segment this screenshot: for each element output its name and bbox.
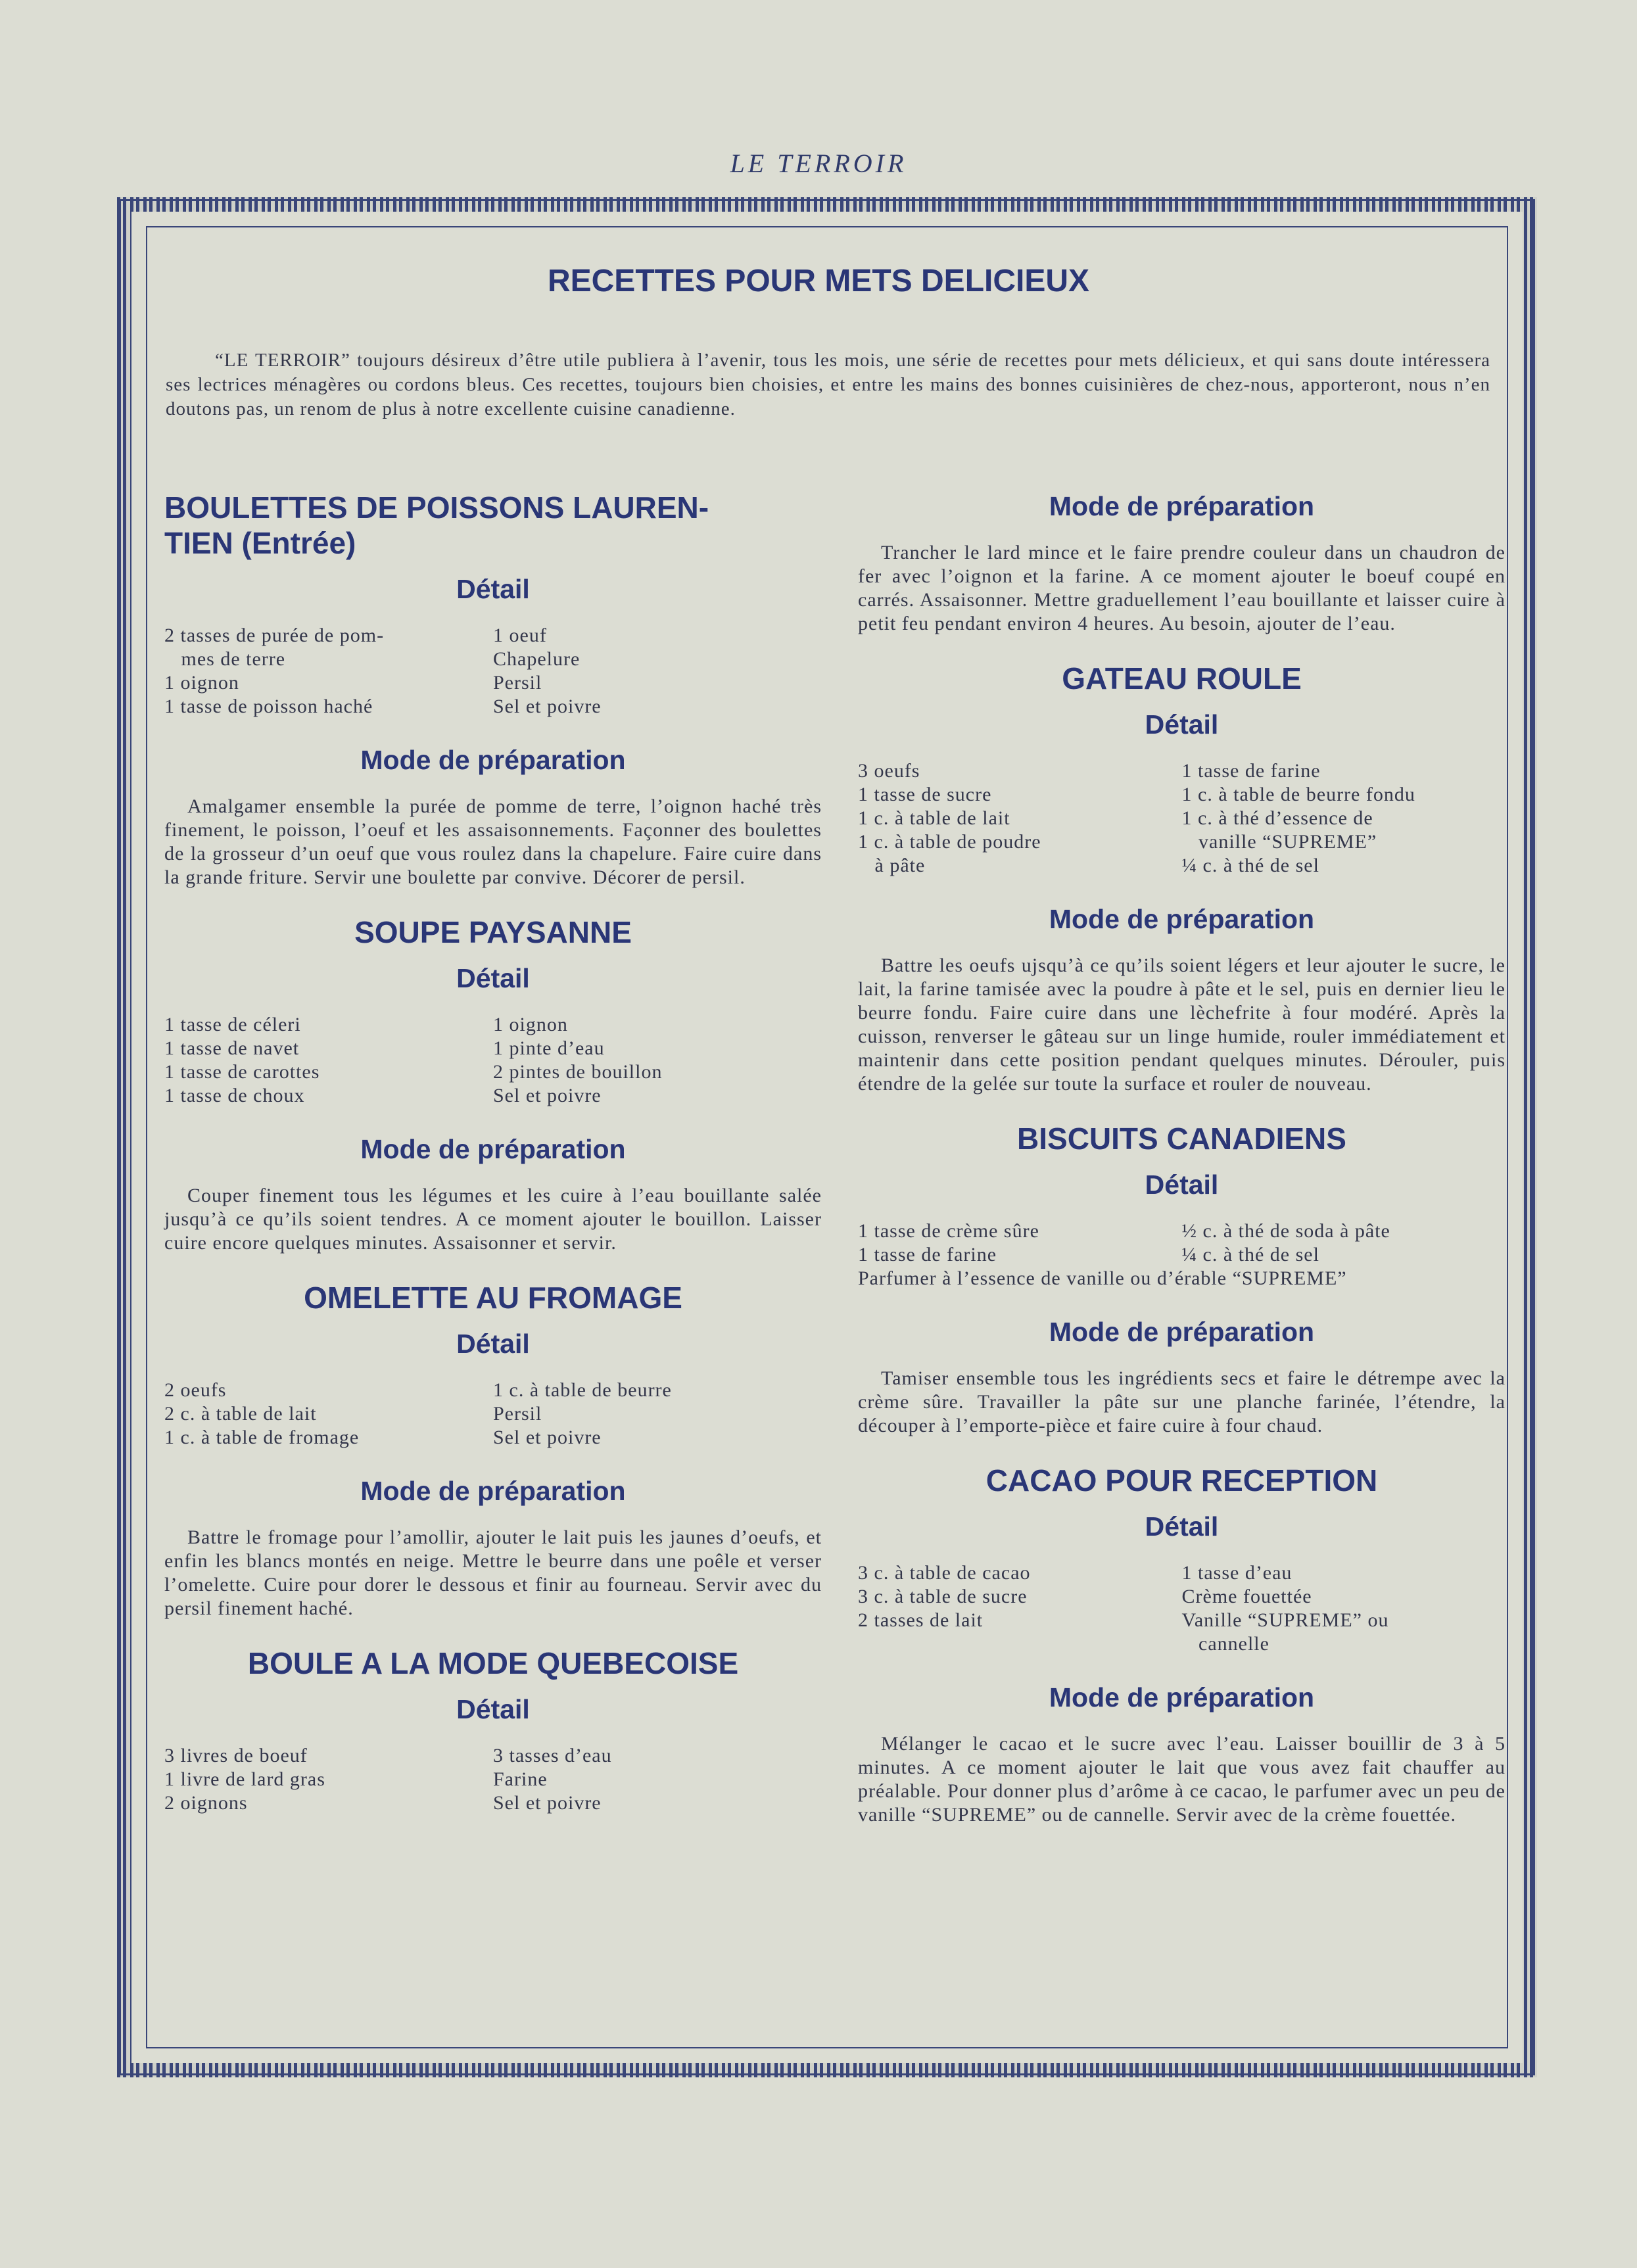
ingredient: 2 pintes de bouillon <box>493 1061 663 1083</box>
preparation-heading: Mode de préparation <box>360 745 626 775</box>
ingredient: 1 tasse de farine <box>1181 760 1321 782</box>
recipe-title: GATEAU ROULE <box>1062 661 1302 696</box>
ingredient: 1 c. à table de lait <box>858 807 1010 829</box>
preparation-heading: Mode de préparation <box>360 1134 626 1164</box>
ingredient: Persil <box>493 672 542 694</box>
recipe-title: OMELETTE AU FROMAGE <box>304 1281 682 1315</box>
recipe-omelette <box>164 1280 822 1620</box>
running-head: LE TERROIR <box>730 149 907 178</box>
ingredient: 1 pinte d’eau <box>493 1037 605 1059</box>
preparation-heading: Mode de préparation <box>1049 904 1315 934</box>
intro-paragraph: “LE TERROIR” toujours désireux d’être utile publiera à l’avenir, tous les mois, une série de recettes pour mets délicieux, et qui sans doute intéressera ses lectrices ménagères ou cordons bleus. Ces recettes, toujours bien choisies, et entre les mains des bonnes cuisinières de chez-nous, apporteront, nous n’en doutons pas, un renom de plus à notre excellente cuisine canadienne. <box>166 350 1490 419</box>
preparation-text: Amalgamer ensemble la purée de pomme de terre, l’oignon haché très finement, le poisson, l’oeuf et les assaisonnements. Façonner des boulettes de la grosseur d’un oeuf que vous roulez dans la chapelure. Faire cuire dans la grande friture. Servir une boulette par convive. Décorer de persil. <box>164 795 822 888</box>
ingredient: 1 tasse de farine <box>858 1244 997 1265</box>
ingredient: 1 tasse de navet <box>164 1037 300 1059</box>
ingredient: Sel et poivre <box>493 1792 602 1814</box>
ingredient: Crème fouettée <box>1181 1586 1312 1607</box>
ingredient: 1 tasse de carottes <box>164 1061 320 1083</box>
ingredient: Persil <box>493 1403 542 1425</box>
ingredient: 1 oignon <box>164 672 239 694</box>
ingredient-list <box>164 1744 822 1815</box>
ingredient: 1 tasse de céleri <box>164 1014 301 1035</box>
ingredient: vanille “SUPREME” <box>1181 831 1377 853</box>
detail-heading: Détail <box>456 1329 530 1359</box>
recipe-boulettes <box>164 490 822 889</box>
ingredient: 1 c. à table de fromage <box>164 1427 360 1448</box>
right-column <box>858 490 1506 1852</box>
page-title: RECETTES POUR METS DELICIEUX <box>547 264 1090 298</box>
ingredient-note: Parfumer à l’essence de vanille ou d’érable “SUPREME” <box>858 1267 1347 1289</box>
ingredient: 1 c. à table de beurre fondu <box>1181 784 1415 805</box>
ingredient-list <box>164 1379 822 1450</box>
recipe-boule-quebecoise-continued <box>858 490 1506 636</box>
ingredient: Sel et poivre <box>493 1085 602 1106</box>
detail-heading: Détail <box>456 574 530 604</box>
recipe-cacao-reception <box>858 1463 1506 1827</box>
ingredient: 2 oeufs <box>164 1379 227 1401</box>
ingredient: 2 c. à table de lait <box>164 1403 317 1425</box>
ingredient: 1 livre de lard gras <box>164 1768 325 1790</box>
ingredient: 1 tasse de poisson haché <box>164 696 373 717</box>
ingredient: 1 tasse de choux <box>164 1085 305 1106</box>
ingredient-list <box>164 624 822 719</box>
recipe-title: BOULETTES DE POISSONS LAUREN- TIEN (Entrée) <box>164 490 709 560</box>
ingredient: 2 tasses de purée de pom- <box>164 625 385 646</box>
recipe-title: SOUPE PAYSANNE <box>354 915 632 949</box>
detail-heading: Détail <box>456 963 530 993</box>
preparation-text: Battre le fromage pour l’amollir, ajouter le lait puis les jaunes d’oeufs, et enfin les blancs montés en neige. Mettre le beurre dans une poêle et verser l’omelette. Cuire pour dorer le dessous et finir au fourneau. Servir avec du persil finement haché. <box>164 1526 822 1619</box>
ingredient: Farine <box>493 1768 548 1790</box>
preparation-text: Trancher le lard mince et le faire prendre couleur dans un chaudron de fer avec l’oignon et la farine. A ce moment ajouter le boeuf coupé en carrés. Assaisonner. Mettre graduellement l’eau bouillante et laisser cuire à petit feu pendant environ 4 heures. Au besoin, ajouter de l’eau. <box>858 542 1506 634</box>
ingredient: 1 tasse d’eau <box>1181 1562 1293 1584</box>
ingredient: 3 c. à table de sucre <box>858 1586 1028 1607</box>
ingredient: ½ c. à thé de soda à pâte <box>1181 1220 1390 1242</box>
ingredient: 3 oeufs <box>858 760 920 782</box>
ingredient: 2 tasses de lait <box>858 1609 984 1631</box>
recipe-title: BISCUITS CANADIENS <box>1017 1122 1346 1156</box>
detail-heading: Détail <box>456 1694 530 1724</box>
ingredient: 1 c. à table de beurre <box>493 1379 672 1401</box>
ingredient: 2 oignons <box>164 1792 248 1814</box>
ingredient: ¼ c. à thé de sel <box>1181 855 1319 876</box>
ingredient: cannelle <box>1181 1633 1269 1655</box>
ingredient: 1 oignon <box>493 1014 568 1035</box>
recipe-gateau-roule <box>858 661 1506 1096</box>
ingredient: Vanille “SUPREME” ou <box>1181 1609 1389 1631</box>
detail-heading: Détail <box>1145 709 1219 740</box>
detail-heading: Détail <box>1145 1511 1219 1542</box>
ingredient: 3 tasses d’eau <box>493 1745 612 1766</box>
left-column <box>164 490 822 1840</box>
ingredient: Chapelure <box>493 648 581 670</box>
recipe-soupe-paysanne <box>164 914 822 1255</box>
recipe-title: CACAO POUR RECEPTION <box>985 1463 1378 1498</box>
recipe-title: BOULE A LA MODE QUEBECOISE <box>247 1646 739 1680</box>
ingredient: 1 tasse de crème sûre <box>858 1220 1039 1242</box>
ingredient: ¼ c. à thé de sel <box>1181 1244 1319 1265</box>
ingredient: 1 tasse de sucre <box>858 784 992 805</box>
preparation-text: Battre les oeufs ujsqu’à ce qu’ils soient légers et leur ajouter le sucre, le lait, la farine tamisée avec la poudre à pâte et le sel, puis en dernier lieu le beurre fondu. Faire cuire dans une lèchefrite à four modéré. Après la cuisson, renverser le gâteau sur un linge humide, rouler immédiatement et maintenir dans cette position pendant quelques minutes. Dérouler, puis étendre de la gelée sur toute la surface et rouler de nouveau. <box>858 955 1506 1095</box>
ingredient: mes de terre <box>164 648 286 670</box>
preparation-heading: Mode de préparation <box>1049 1317 1315 1347</box>
ingredient-list <box>858 759 1506 878</box>
recipe-boule-quebecoise <box>164 1645 822 1815</box>
preparation-text: Mélanger le cacao et le sucre avec l’eau. Laisser bouillir de 3 à 5 minutes. A ce moment ajouter le lait que vous avez fait chauffer au préalable. Pour donner plus d’arôme à ce cacao, le parfumer avec un peu de vanille “SUPREME” ou de cannelle. Servir avec de la crème fouettée. <box>858 1733 1506 1826</box>
ingredient-list <box>164 1013 822 1108</box>
ingredient: Sel et poivre <box>493 1427 602 1448</box>
preparation-heading: Mode de préparation <box>1049 1682 1315 1713</box>
ingredient-list <box>858 1561 1506 1656</box>
ingredient: 1 c. à thé d’essence de <box>1181 807 1373 829</box>
ingredient: à pâte <box>858 855 926 876</box>
ingredient-list <box>858 1219 1506 1267</box>
preparation-text: Tamiser ensemble tous les ingrédients secs et faire le détrempe avec la crème sûre. Travailler la pâte sur une planche farinée, l’étendre, la découper à l’emporte-pièce et faire cuire à four chaud. <box>858 1367 1506 1436</box>
ingredient: 3 c. à table de cacao <box>858 1562 1031 1584</box>
ingredient: Sel et poivre <box>493 696 602 717</box>
ingredient: 3 livres de boeuf <box>164 1745 308 1766</box>
preparation-heading: Mode de préparation <box>360 1476 626 1506</box>
preparation-text: Couper finement tous les légumes et les cuire à l’eau bouillante salée jusqu’à ce qu’ils soient tendres. A ce moment ajouter le bouillon. Laisser cuire encore quelques minutes. Assaisonner et servir. <box>164 1185 822 1254</box>
ingredient: 1 c. à table de poudre <box>858 831 1041 853</box>
ingredient: 1 oeuf <box>493 625 547 646</box>
preparation-heading: Mode de préparation <box>1049 491 1315 521</box>
detail-heading: Détail <box>1145 1169 1219 1200</box>
recipe-biscuits-canadiens <box>858 1121 1506 1438</box>
